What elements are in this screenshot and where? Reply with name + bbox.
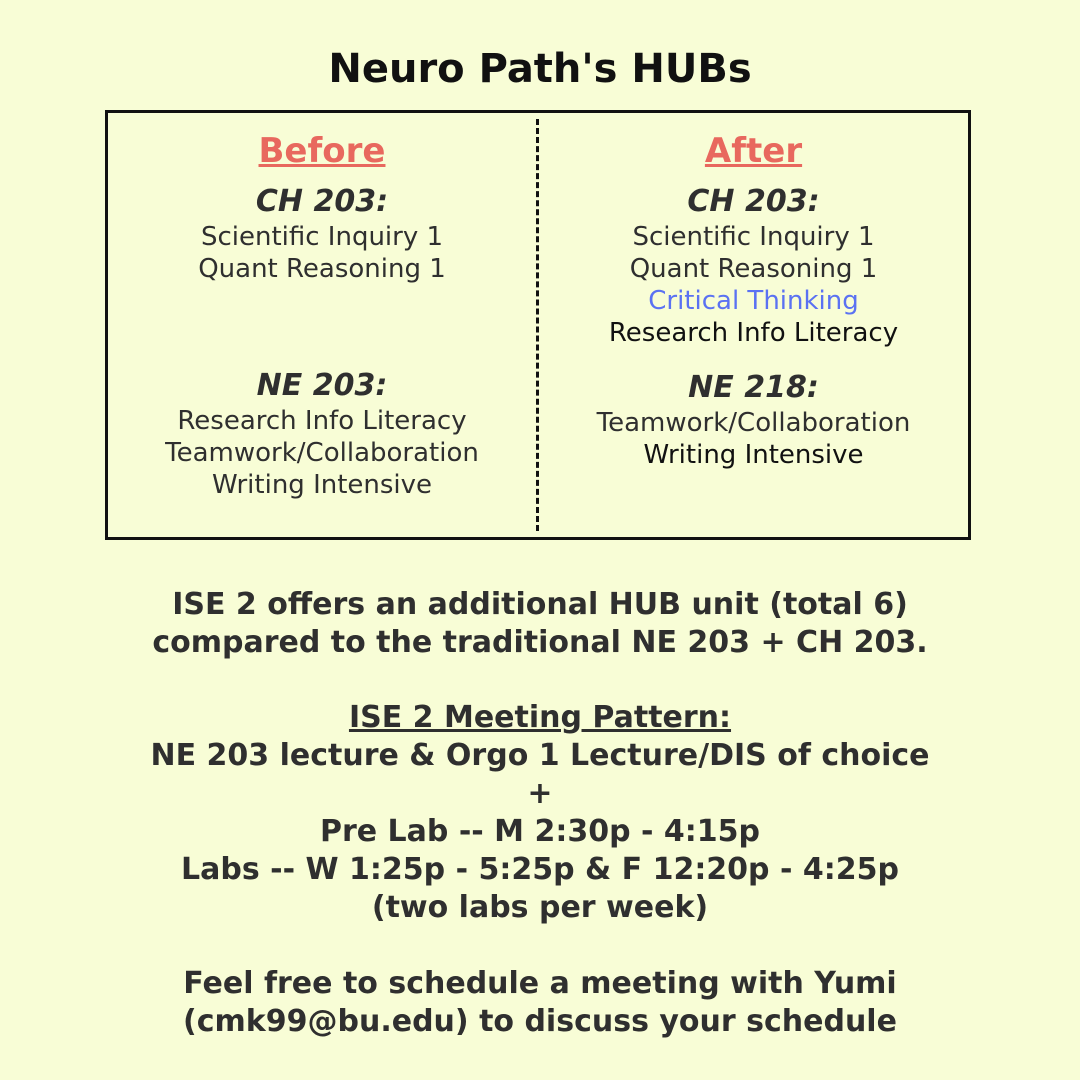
after-course2-hub: Writing Intensive — [643, 440, 864, 470]
summary-line: ISE 2 offers an additional HUB unit (total 6) — [172, 587, 908, 622]
before-course2-hub: Research Info Literacy — [177, 406, 467, 436]
contact-line: (cmk99@bu.edu) to discuss your schedule — [183, 1004, 897, 1039]
before-course1-name: CH 203: — [255, 184, 389, 219]
summary-paragraph — [0, 586, 1080, 662]
spacer — [108, 285, 536, 367]
meeting-line: NE 203 lecture & Orgo 1 Lecture/DIS of choice — [150, 738, 930, 773]
spacer — [539, 349, 968, 369]
contact-paragraph — [0, 965, 1080, 1041]
after-course1-hub-new: Critical Thinking — [648, 286, 859, 316]
after-course1-hub: Quant Reasoning 1 — [629, 254, 878, 284]
after-course1-name: CH 203: — [687, 184, 820, 219]
meeting-heading: ISE 2 Meeting Pattern: — [348, 700, 732, 735]
after-course2-name: NE 218: — [688, 370, 819, 405]
before-course2-hub: Teamwork/Collaboration — [165, 438, 479, 468]
before-column — [108, 129, 536, 501]
after-course1-hub: Scientific Inquiry 1 — [632, 222, 875, 252]
after-column — [539, 129, 968, 471]
after-course2-hub: Teamwork/Collaboration — [596, 408, 911, 438]
before-course2-name: NE 203: — [256, 368, 388, 403]
meeting-line: + — [527, 776, 553, 811]
meeting-line: Labs -- W 1:25p - 5:25p & F 12:20p - 4:25p — [181, 852, 899, 887]
contact-line: Feel free to schedule a meeting with Yumi — [183, 966, 897, 1001]
before-course1-hub: Scientific Inquiry 1 — [200, 222, 444, 252]
meeting-pattern — [0, 699, 1080, 927]
before-heading: Before — [258, 131, 386, 171]
before-course1-hub: Quant Reasoning 1 — [198, 254, 446, 284]
comparison-box — [105, 110, 971, 540]
meeting-line: Pre Lab -- M 2:30p - 4:15p — [319, 814, 761, 849]
after-course1-hub-moved: Research Info Literacy — [608, 318, 899, 348]
page-title: Neuro Path's HUBs — [328, 46, 752, 92]
before-course2-hub: Writing Intensive — [211, 470, 433, 500]
meeting-line: (two labs per week) — [371, 890, 709, 925]
after-heading: After — [704, 131, 803, 171]
summary-line: compared to the traditional NE 203 + CH 203. — [152, 625, 928, 660]
